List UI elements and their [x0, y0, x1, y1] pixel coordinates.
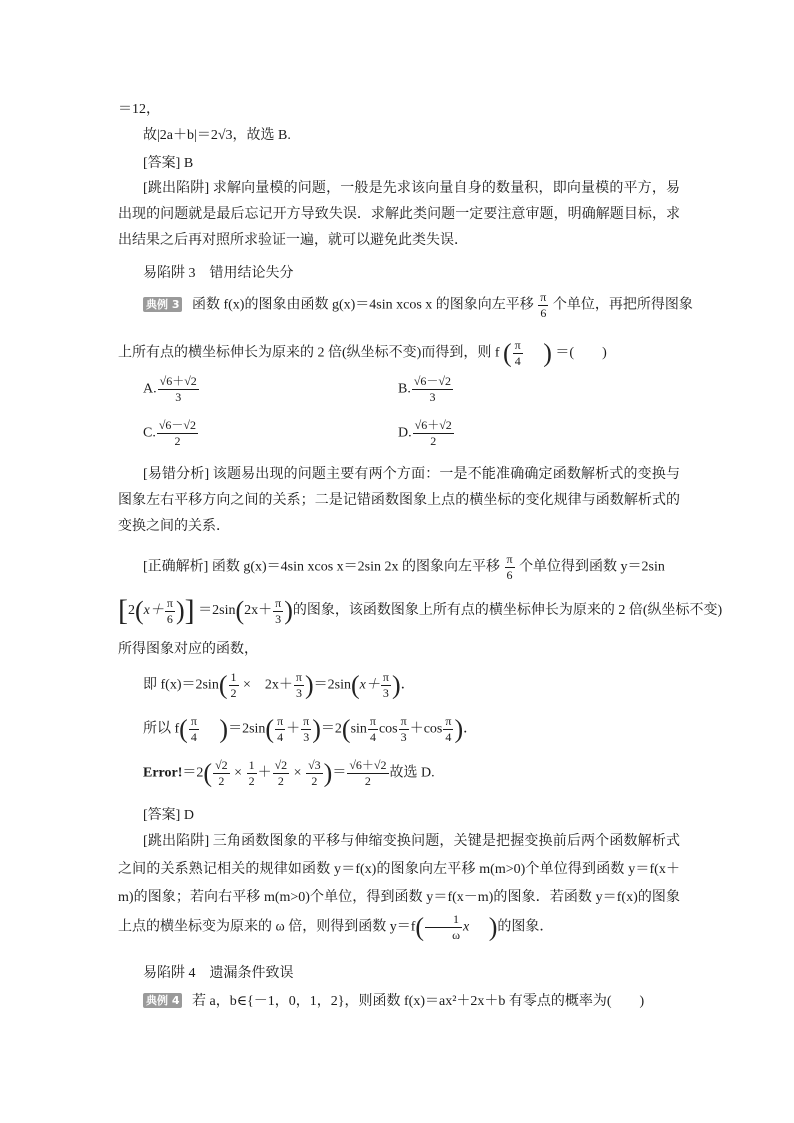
correct-analysis-line3: 所得图象对应的函数， — [118, 642, 258, 657]
text-line: ＝12， — [118, 102, 160, 117]
trap-tip-paragraph: [跳出陷阱] 求解向量模的问题，一般是先求该向量自身的数量积，即向量模的平方，易出现的问题就是最后忘记开方导致失误．求解此类问题一定要注意审题，明确解题目标，求出结果之后再对照所求验证一遍，就可以避免此类失误． — [118, 181, 680, 248]
error-analysis-paragraph: [易错分析] 该题易出现的问题主要有两个方面：一是不能准确确定函数解析式的变换与图象左右平移方向之间的关系；二是记错函数图象上点的横坐标的变化规律与函数解析式的变换之间的关系． — [118, 467, 680, 534]
answer-line: [答案] B — [143, 156, 194, 171]
fraction: $\frac{\pi}{6}$ — [540, 290, 547, 320]
answer-line: [答案] D — [143, 808, 194, 823]
correct-analysis-line2: [2(x＋ $\frac{\pi}{6}$ )] ＝2sin(2x＋ $\frac{\pi}{3}$ )的图象，该函数图象上所有点的横坐标伸长为原来的 2 倍(纵坐标不变) — [118, 594, 723, 627]
example-badge: 典例 3 — [143, 297, 182, 312]
correct-analysis-line1: [正确解析] 函数 g(x)＝4sin xcos x＝2sin 2x 的图象向左平移 $\frac{\pi}{6}$ 个单位得到函数 y＝2sin — [143, 552, 665, 582]
example-4-question: 典例 4 若 a，b∈{－1，0，1，2}，则函数 f(x)＝ax²＋2x＋b 有零点的概率为( ) — [143, 990, 644, 1010]
equation-1: 即 f(x)＝2sin( $\frac{1}{2}$ × 2x＋ $\frac{\pi}{3}$ )＝2sin(x＋ $\frac{\pi}{3}$ )． — [143, 670, 415, 700]
trap-tip-paragraph: [跳出陷阱] 三角函数图象的平移与伸缩变换问题，关键是把握变换前后两个函数解析式之间的关系熟记相关的规律如函数 y＝f(x)的图象向左平移 m(m>0)个单位得到函数 y＝f(x＋m)的图象；若向右平移 m(m>0)个单位，得到函数 y＝f(x－m)的图象．若函数 y＝f(x)的图象上点的横坐标变为原来的 ω 倍，则得到函数 y＝f( $\frac{1}{\omega}$ x )的图象． — [118, 834, 680, 942]
option-b[interactable]: B. $\frac{√6-√2}{3}$ — [398, 374, 452, 404]
text-line: 故|2a＋b|＝2√3，故选 B. — [143, 128, 291, 143]
option-d[interactable]: D. $\frac{√6+√2}{2}$ — [398, 418, 452, 448]
example-badge: 典例 4 — [143, 993, 182, 1008]
option-a[interactable]: A. $\frac{√6+√2}{3}$ — [143, 374, 197, 404]
section-heading: 易陷阱 4 遗漏条件致误 — [143, 966, 294, 981]
section-heading: 易陷阱 3 错用结论失分 — [143, 266, 294, 281]
example-3-question-line2: 上所有点的横坐标伸长为原来的 2 倍(纵坐标不变)而得到，则 f ( $\frac{\pi}{4}$ ) ＝( ) — [118, 338, 607, 368]
equation-3: Error!＝2( $\frac{√2}{2}$ × $\frac{1}{2}$ ＋ $\frac{√2}{2}$ × $\frac{√3}{2}$ )＝ $\frac{√6+√2}{2}$ 故选 D. — [143, 758, 435, 788]
example-3-question-line1: 典例 3 函数 f(x)的图象由函数 g(x)＝4sin xcos x 的图象向左平移 $\frac{\pi}{6}$ 个单位，再把所得图象 — [143, 290, 693, 321]
equation-2: 所以 f( $\frac{\pi}{4}$ )＝2sin( $\frac{\pi}{4}$ ＋ $\frac{\pi}{3}$ )＝2(sin $\frac{\pi}{4}$ cos $\frac{\pi}{3}$ ＋cos $\frac{\pi}{4}$ )． — [143, 714, 478, 744]
option-c[interactable]: C. $\frac{√6-√2}{2}$ — [143, 418, 197, 448]
